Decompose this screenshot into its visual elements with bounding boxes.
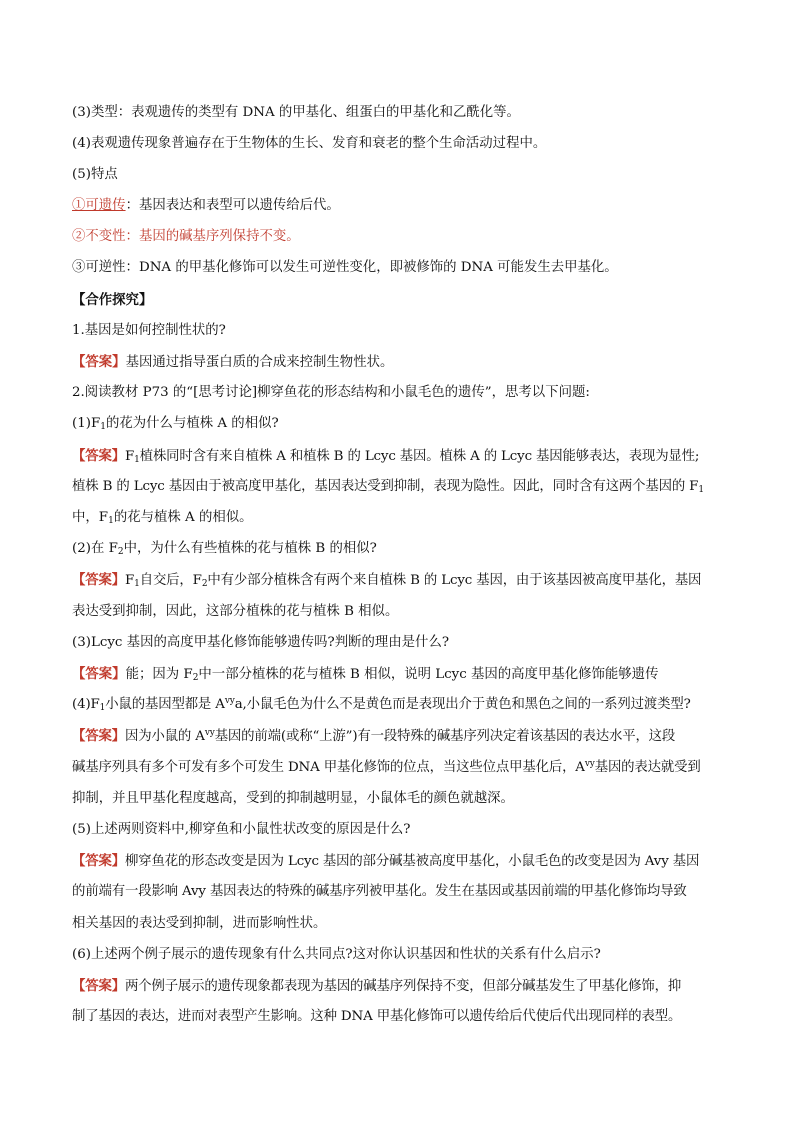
answer-2-1-line2: 植株 B 的 Lcyc 基因由于被高度甲基化，基因表达受到抑制，表现为隐性。因此，同时含有这两个基因的 $F_1$ (72, 479, 704, 495)
answer-label: 【答案】 (72, 666, 126, 682)
question-2-6: (6)上述两个例子展示的遗传现象有什么共同点?这对你认识基因和性状的关系有什么启示? (72, 947, 601, 962)
question-2-2: (2)在 $F_2$中，为什么有些植株的花与植株 B 的相似? (72, 541, 377, 557)
question-2-3: (3)Lcyc 基因的高度甲基化修饰能够遗传吗?判断的理由是什么? (72, 635, 450, 650)
question-2-1: $(1)F_1$的花为什么与植株 A 的相似? (72, 416, 279, 432)
answer-2-4-line1: 【答案】因为小鼠的 $A^{vy}$基因的前端(或称“上游”)有一段特殊的碱基序列决定着该基因的表达水平，这段 (72, 728, 676, 744)
answer-2-1-line3: 中，$F_1$的花与植株 A 的相似。 (72, 510, 253, 526)
answer-2-5-line1: 【答案】柳穿鱼花的形态改变是因为 Lcyc 基因的部分碱基被高度甲基化，小鼠毛色的改变是因为 Avy 基因 (72, 853, 700, 869)
answer-label: 【答案】 (72, 978, 125, 994)
heading-features: (5)特点 (72, 167, 118, 182)
answer-label: 【答案】 (72, 448, 125, 464)
answer-label: 【答案】 (72, 572, 125, 588)
question-2-5: (5)上述两则资料中,柳穿鱼和小鼠性状改变的原因是什么? (72, 822, 411, 837)
answer-label: 【答案】 (72, 728, 125, 744)
answer-2-2-line1: 【答案】$F_1$自交后，$F_2$中有少部分植株含有两个来自植株 B 的 Lcyc 基因，由于该基因被高度甲基化，基因 (72, 572, 702, 589)
answer-1: 【答案】基因通过指导蛋白质的合成来控制生物性状。 (72, 354, 394, 370)
answer-2-3: 【答案】能；因为 $F_2$中一部分植株的花与植株 B 相似，说明 Lcyc 基因的高度甲基化修饰能够遗传 (72, 666, 659, 683)
answer-label: 【答案】 (72, 853, 125, 869)
answer-2-5-line3: 相关基因的表达受到抑制，进而影响性状。 (72, 916, 327, 931)
paragraph-type: (3)类型：表观遗传的类型有 DNA 的甲基化、组蛋白的甲基化和乙酰化等。 (72, 105, 520, 120)
answer-2-1-line1: 【答案】$F_1$植株同时含有来自植株 A 和植株 B 的 Lcyc 基因。植株 A 的 Lcyc 基因能够表达，表现为显性; (72, 448, 700, 465)
answer-label: 【答案】 (72, 354, 126, 370)
question-1: 1.基因是如何控制性状的? (72, 323, 226, 338)
answer-2-4-line2: 碱基序列具有多个可发有多个可发生 DNA 甲基化修饰的位点，当这些位点甲基化后，$A^{vy}$基因的表达就受到 (72, 759, 701, 775)
section-heading-cooperative-inquiry: 【合作探究】 (72, 292, 153, 308)
feature-invariance: ②不变性：基因的碱基序列保持不变。 (72, 229, 300, 244)
answer-2-4-line3: 抑制，并且甲基化程度越高，受到的抑制越明显，小鼠体毛的颜色就越深。 (72, 791, 514, 806)
question-2-4: $(4)F_1$小鼠的基因型都是 $A^{vy}a$,小鼠毛色为什么不是黄色而是表现出介于黄色和黑色之间的一系列过渡类型? (72, 696, 691, 713)
paragraph-occurrence: (4)表观遗传现象普遍存在于生物体的生长、发育和衰老的整个生命活动过程中。 (72, 136, 547, 151)
answer-2-6-line2: 制了基因的表达，进而对表型产生影响。这种 DNA 甲基化修饰可以遗传给后代使后代出现同样的表型。 (72, 1009, 682, 1024)
feature-reversibility: ③可逆性：DNA 的甲基化修饰可以发生可逆性变化，即被修饰的 DNA 可能发生去甲基化。 (72, 260, 618, 275)
question-2-intro: 2.阅读教材 P73 的“[思考讨论]柳穿鱼花的形态结构和小鼠毛色的遗传”，思考以下问题: (72, 385, 590, 400)
feature-heritable: ①可遗传：基因表达和表型可以遗传给后代。 (72, 198, 340, 213)
answer-2-6-line1: 【答案】两个例子展示的遗传现象都表现为基因的碱基序列保持不变，但部分碱基发生了甲基化修饰，抑 (72, 978, 682, 994)
answer-2-2-line2: 表达受到抑制，因此，这部分植株的花与植株 B 相似。 (72, 604, 399, 619)
feature-heritable-term: ①可遗传 (72, 198, 126, 213)
answer-2-5-line2: 的前端有一段影响 Avy 基因表达的特殊的碱基序列被甲基化。发生在基因或基因前端的甲基化修饰均导致 (72, 884, 687, 899)
